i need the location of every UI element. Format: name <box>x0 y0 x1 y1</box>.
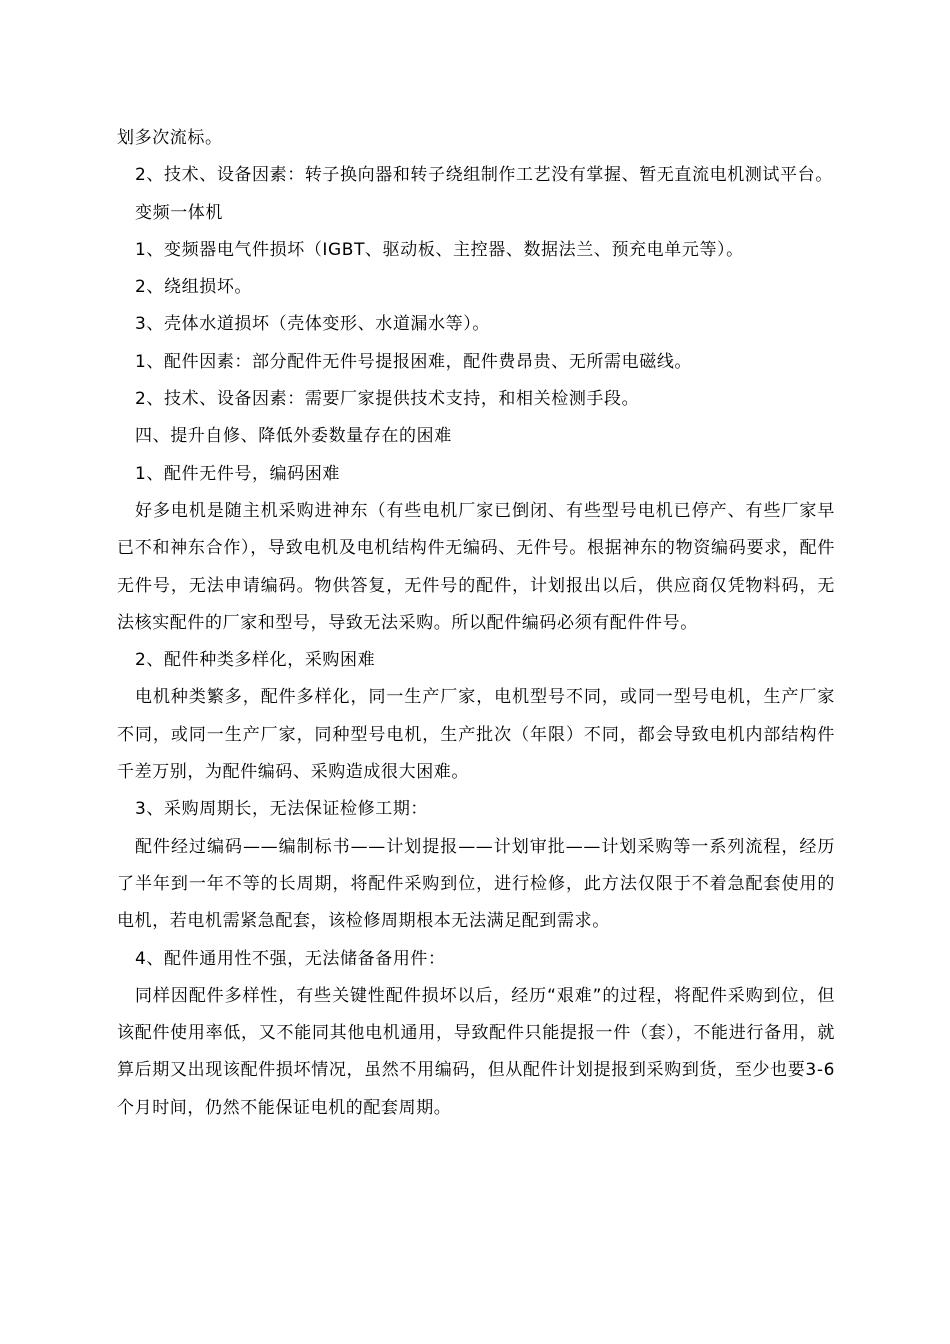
paragraph-5: 2、绕组损坏。 <box>135 277 253 298</box>
paragraph-part-generality: 同样因配件多样性，有些关键性配件损坏以后，经历“艰难”的过程，将配件采购到位，但该配件使用率低，又不能同其他电机通用，导致配件只能提报一件（套），不能进行备用，就算后期又出现该配件损坏情况，虽然不用编码，但从配件计划提报到采购到货，至少也要3-6个月时间，仍然不能保证电机的配套周期。 <box>117 985 835 1118</box>
subheading-procurement-cycle: 3、采购周期长，无法保证检修工期： <box>135 799 429 820</box>
paragraph-part-variety: 电机种类繁多，配件多样化，同一生产厂家，电机型号不同，或同一型号电机，生产厂家不同，或同一生产厂家，同种型号电机，生产批次（年限）不同，都会导致电机内部结构件千差万别，为配件编码、采购造成很大困难。 <box>117 687 835 783</box>
paragraph-2: 2、技术、设备因素：转子换向器和转子绕组制作工艺没有掌握、暂无直流电机测试平台。 <box>135 165 833 186</box>
paragraph-1: 划多次流标。 <box>117 128 223 148</box>
section-heading-difficulties: 四、提升自修、降低外委数量存在的困难 <box>135 426 452 447</box>
paragraph-no-part-number: 好多电机是随主机采购进神东（有些电机厂家已倒闭、有些型号电机已停产、有些厂家早已不和神东合作），导致电机及电机结构件无编码、无件号。根据神东的物资编码要求，配件无件号，无法申请编码。物供答复，无件号的配件，计划报出以后，供应商仅凭物料码，无法核实配件的厂家和型号，导致无法采购。所以配件编码必须有配件件号。 <box>117 500 835 633</box>
subheading-part-generality: 4、配件通用性不强，无法储备备用件： <box>135 948 446 969</box>
paragraph-6: 3、壳体水道损坏（壳体变形、水道漏水等）。 <box>135 314 490 335</box>
subheading-no-part-number: 1、配件无件号，编码困难 <box>135 463 341 484</box>
paragraph-procurement-cycle: 配件经过编码——编制标书——计划提报——计划审批——计划采购等一系列流程，经历了半年到一年不等的长周期，将配件采购到位，进行检修，此方法仅限于不着急配套使用的电机，若电机需紧急配套，该检修周期根本无法满足配到需求。 <box>117 836 835 932</box>
subheading-part-variety: 2、配件种类多样化，采购困难 <box>135 650 376 671</box>
paragraph-8: 2、技术、设备因素：需要厂家提供技术支持，和相关检测手段。 <box>135 389 640 410</box>
document-body <box>117 120 835 1127</box>
section-heading-inverter: 变频一体机 <box>135 202 223 223</box>
paragraph-4: 1、变频器电气件损坏（IGBT、驱动板、主控器、数据法兰、预充电单元等）。 <box>135 239 744 260</box>
paragraph-7: 1、配件因素：部分配件无件号提报困难，配件费昂贵、无所需电磁线。 <box>135 351 693 372</box>
